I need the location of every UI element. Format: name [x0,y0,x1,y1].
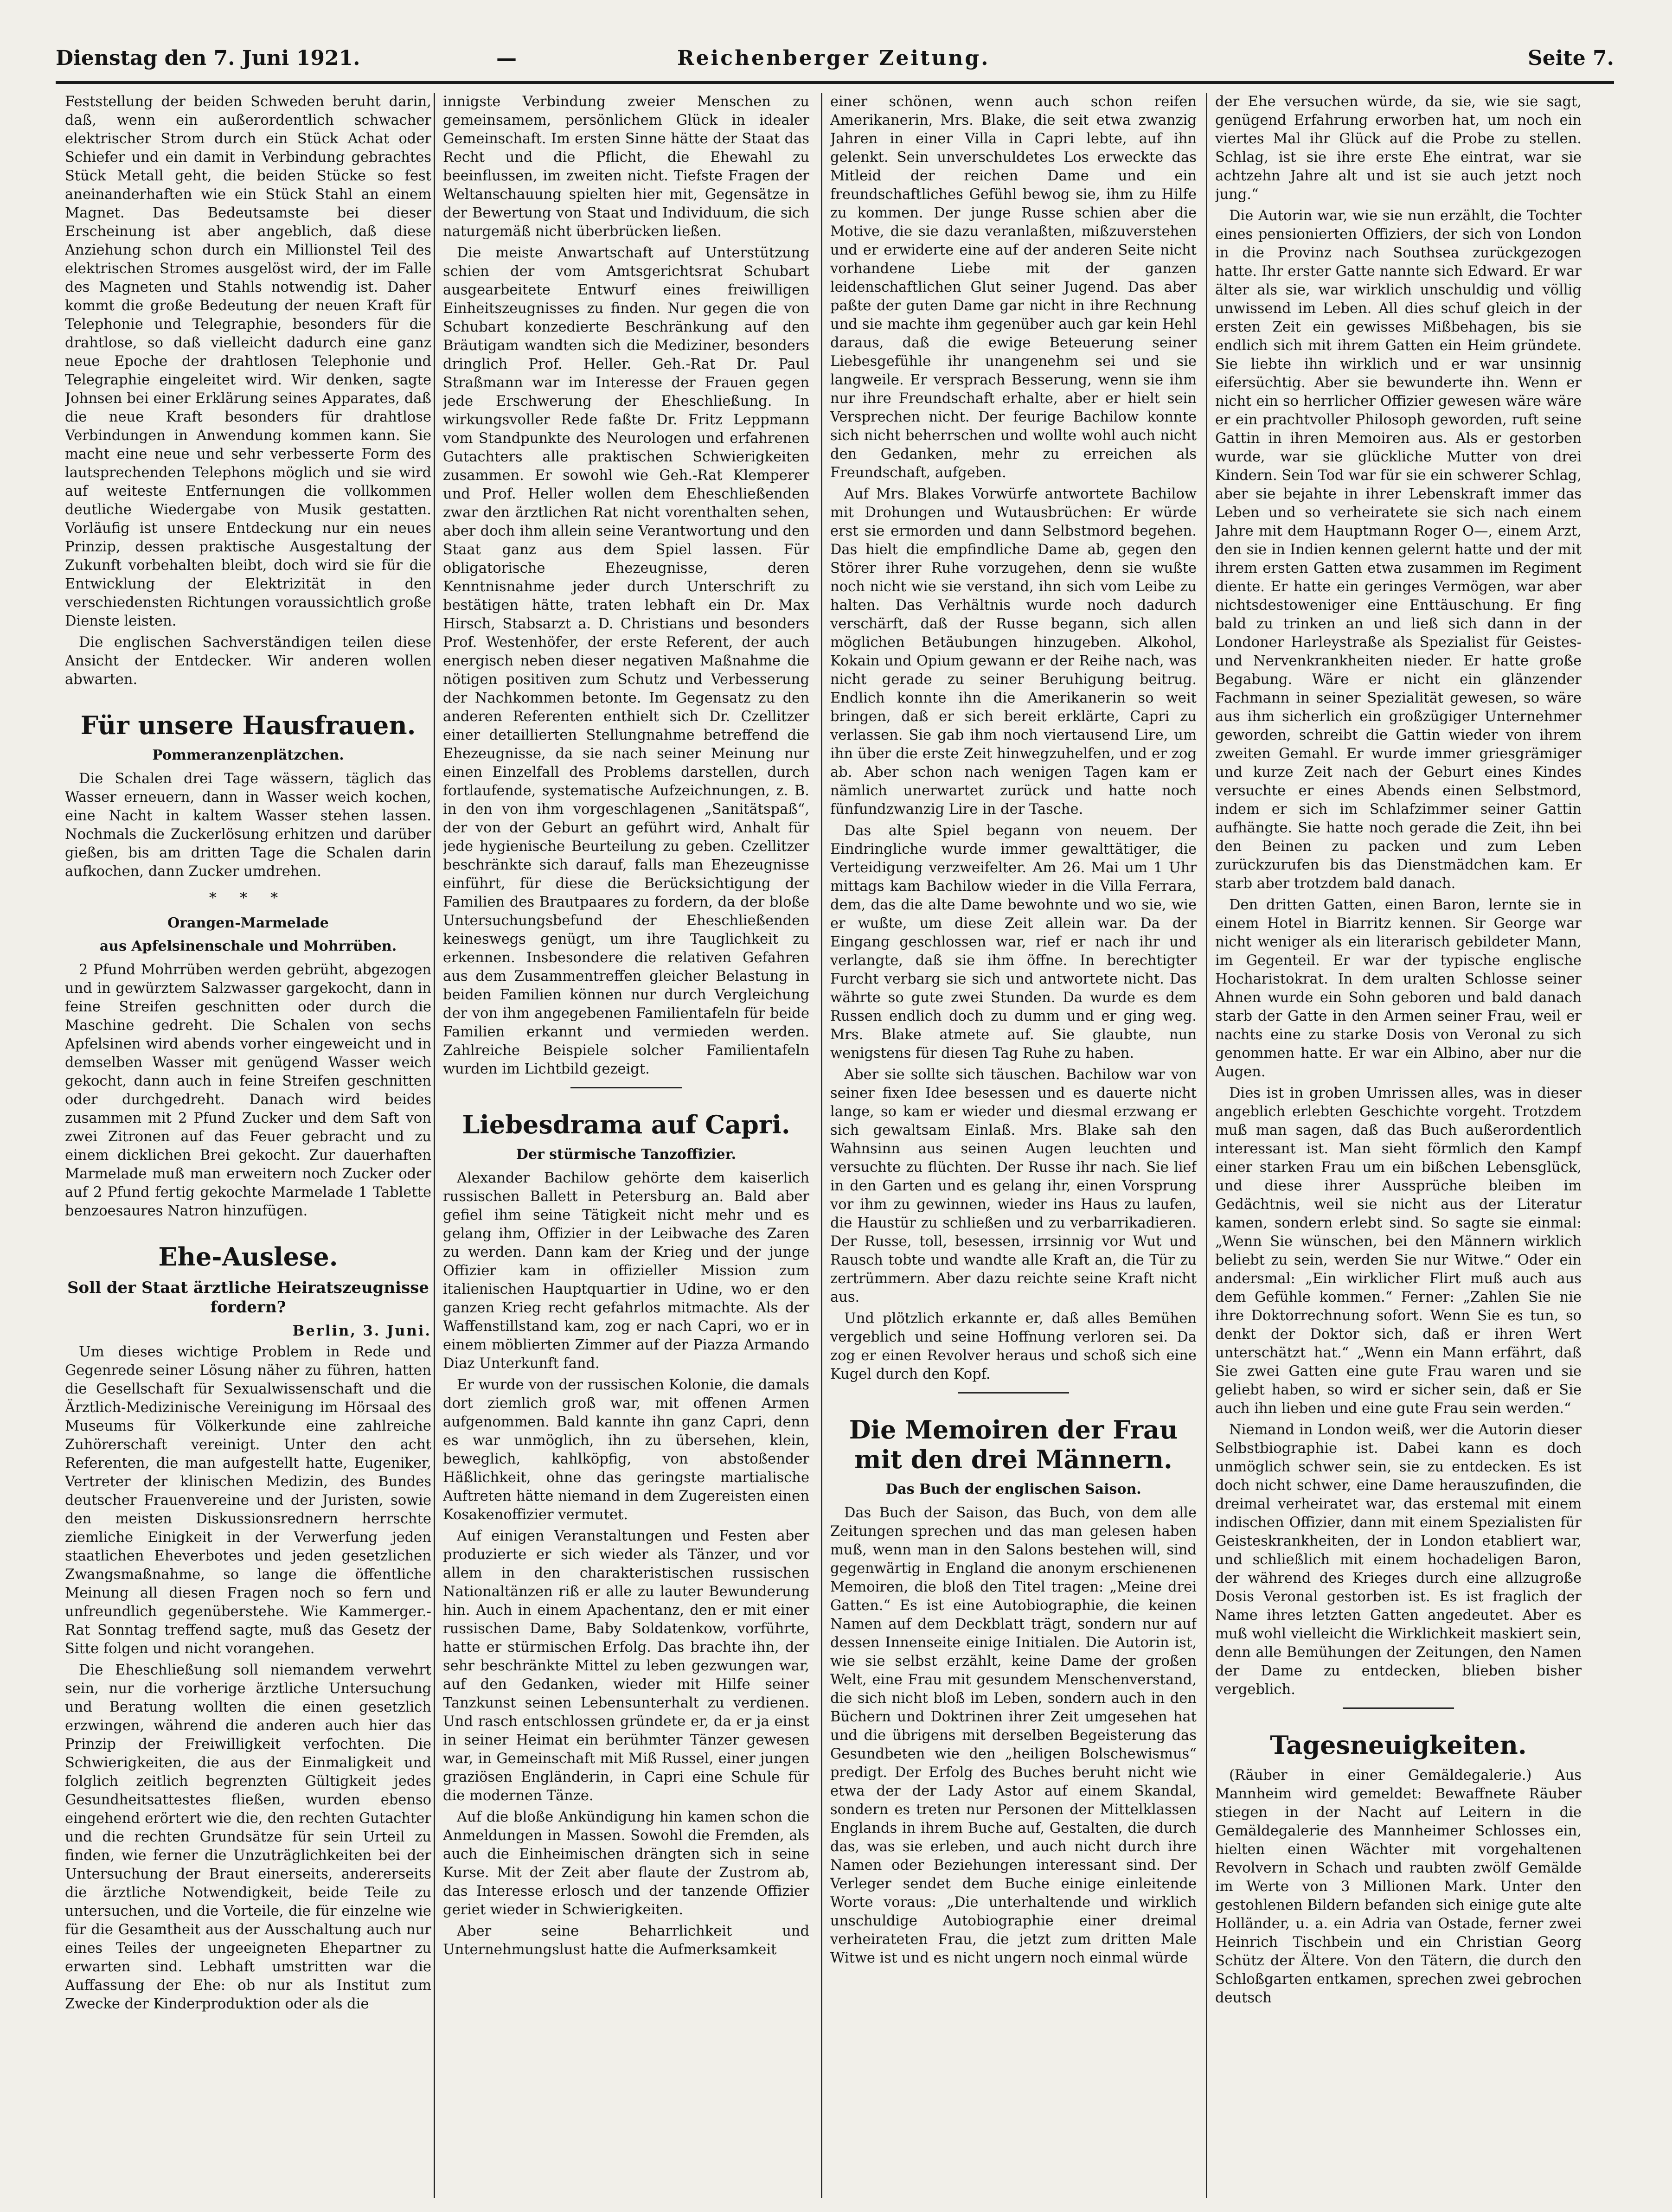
article-paragraph: Die englischen Sachverständigen teilen diese Ansicht der Entdecker. Wir anderen wollen abwarten. [65,634,431,688]
article-paragraph: Die Autorin war, wie sie nun erzählt, die Tochter eines pensionierten Offiziers, der sich von London in die Provinz nach Southsea zurückgezogen hatte. Ihr erster Gatte nannte sich Edward. Er war älter als sie, war wirklich unschuldig und völlig unwissend im Leben. All dies schuf gleich in der ersten Zeit ein gewisses Mißbehagen, bis sie endlich sich mit ihrem Gatten ein Heim gründete. Sie liebte ihn wirklich und er war unsinnig eifersüchtig. Aber sie bewunderte ihn. Wenn er nicht ein so herrlicher Offizier gewesen wäre wäre er ein prachtvoller Philosoph geworden, ruft seine Gattin in ihren Memoiren aus. Als er gestorben wurde, war sie glückliche Mutter von drei Kindern. Sein Tod war für sie ein schwerer Schlag, aber sie bejahte in ihrer Lebenskraft immer das Leben und so verheiratete sie sich nach einem Jahre mit dem Hauptmann Roger O—, einem Arzt, den sie in Indien kennen gelernt hatte und der mit ihrem ersten Gatten etwa zusammen im Regiment diente. Er hatte ein geringes Vermögen, war aber nichtsdestoweniger eine Enttäuschung. Er fing bald zu trinken an und ließ sich dann in der Londoner Harleystraße als Spezialist für Geistes- und Nervenkrankheiten nieder. Er hatte große Begabung. Wäre er nicht ein glänzender Fachmann in seiner Spezialität gewesen, so wäre aus ihm sicherlich ein großzügiger Unternehmer geworden, schreibt die Gattin wieder von ihrem zweiten Gemahl. Er wurde immer griesgrämiger und kurze Zeit nach der Geburt eines Kindes versuchte er eines Abends einen Selbstmord, indem er sich im Schlafzimmer seiner Gattin aufhängte. Sie hatte noch gerade die Zeit, ihn bei den Beinen zu packen und zum Leben zurückzurufen bis das Dienstmädchen kam. Er starb aber trotzdem bald danach. [1215,208,1582,892]
masthead [56,37,1614,79]
article-subheadline: Der stürmische Tanzoffizier. [516,1146,737,1163]
column-divider [434,93,435,2198]
section-separator: * * * [209,889,288,907]
article-paragraph: Das alte Spiel begann von neuem. Der Eindringliche wurde immer gewalttätiger, die Verteidigung verzweifelter. Am 26. Mai um 1 Uhr mittags kam Bachilow wieder in die Villa Ferrara, dem, das die alte Dame bewohnte und wo sie, wie er wußte, um diese Zeit allein war. Da der Eingang geschlossen war, rief er nach ihr und verlangte, daß sie ihm öffne. In berechtigter Furcht verbarg sie sich und antwortete nicht. Das währte so gute zwei Stunden. Da wurde es dem Russen endlich doch zu dumm und er ging weg. Mrs. Blake atmete auf. Sie glaubte, nun wenigstens für diesen Tag Ruhe zu haben. [830,823,1197,1061]
article-subheadline: Das Buch der englischen Saison. [885,1481,1141,1497]
column-1 [65,93,431,2198]
article-headline-liebesdrama: Liebesdrama auf Capri. [462,1110,790,1139]
article-paragraph: der Ehe versuchen würde, da sie, wie sie sagt, genügend Erfahrung erworben hat, um noch ein viertes Mal ihr Glück auf die Probe zu stellen. Schlag, ist sie ihre erste Ehe eintrat, war sie achtzehn Jahre alt und ist sie auch jetzt noch jung.“ [1215,94,1582,203]
article-paragraph: Das Buch der Saison, das Buch, von dem alle Zeitungen sprechen und das man gelesen haben muß, wenn man in den Salons bestehen will, sind gegenwärtig in England die anonym erschienenen Memoiren, die bloß den Titel tragen: „Meine drei Gatten.“ Es ist eine Autobiographie, die keinen Namen auf dem Deckblatt trägt, sondern nur auf dessen Innenseite einige Initialen. Die Autorin ist, wie sie selbst erzählt, keine Dame der großen Welt, eine Frau mit gesundem Menschenverstand, die sich nicht bloß im Leben, sondern auch in den Büchern und Doktrinen ihrer Zeit umgesehen hat und die übrigens mit derselben Begeisterung das Gesundbeten wie den „heiligen Bolschewismus“ predigt. Der Erfolg des Buches beruht nicht wie etwa der der Lady Astor auf einem Skandal, sondern es treten nur Personen der Mittelklassen Englands in ihrem Buche auf, Gestalten, die durch das, was sie erleben, und auch nicht durch ihre Namen oder Beziehungen interessant sind. Der Verleger sendet dem Buche einige einleitende Worte voraus: „Die unterhaltende und wirklich unschuldige Autobiographie einer dreimal verheirateten Frau, die jetzt zum dritten Male Witwe ist und es nicht ungern noch einmal würde [830,1505,1197,1966]
article-headline-memoiren: Die Memoiren der Frau mit den drei Männern. [849,1415,1178,1474]
article-paragraph: Die meiste Anwartschaft auf Unterstützung schien der vom Amtsgerichtsrat Schubart ausgearbeitete Entwurf eines freiwilligen Einheitszeugnisses zu finden. Nur gegen die von Schubart konzedierte Beschränkung auf den Bräutigam wandten sich die Mediziner, besonders dringlich Prof. Heller. Geh.-Rat Dr. Paul Straßmann war im Interesse der Frauen gegen jede Erschwerung der Eheschließung. In wirkungsvoller Rede faßte Dr. Fritz Leppmann vom Standpunkte des Neurologen und erfahrenen Gutachters alle praktischen Schwierigkeiten zusammen. Er sowohl wie Geh.-Rat Klemperer und Prof. Heller wollen dem Eheschließenden zwar den ärztlichen Rat nicht vorenthalten sehen, aber doch ihm allein seine Verantwortung und den Staat ganz aus dem Spiel lassen. Für obligatorische Ehezeugnisse, deren Kenntnisnahme jeder durch Unterschrift zu bestätigen hätte, traten lebhaft ein Dr. Max Hirsch, Stabsarzt a. D. Christians und besonders Prof. Westenhöfer, der erste Referent, der auch energisch neben dieser negativen Maßnahme die nötigen positiven zum Schutz und Verbesserung der Nachkommen betonte. Im Gegensatz zu den anderen Referenten enthielt sich Dr. Czellitzer einer detaillierten Stellungnahme betreffend die Ehezeugnisse, da sie nach seiner Meinung nur einen Einzelfall des Problems darstellen, durch fortlaufende, systematische Aufzeichnungen, z. B. in den von ihm vorgeschlagenen „Sanitätspaß“, der von der Geburt an geführt wird, Anhalt für jede hygienische Beurteilung zu geben. Czellitzer beschränkte sich darauf, falls man Ehezeugnisse einführt, für diese die Berücksichtigung der Familien des Brautpaares zu fordern, da der bloße Untersuchungsbefund der Eheschließenden keineswegs genügt, um ihre Tauglichkeit zu erkennen. Insbesondere die relativen Gefahren aus dem Zusammentreffen gleicher Belastung in beiden Familien können nur durch Vergleichung der von ihm angegebenen Familientafeln für beide Familien erkannt und vermieden werden. Zahlreiche Beispiele solcher Familientafeln wurden im Lichtbild gezeigt. [443,245,809,1077]
article-rule [570,1087,682,1088]
article-paragraph: Er wurde von der russischen Kolonie, die damals dort ziemlich groß war, mit offenen Armen aufgenommen. Bald kannte ihn ganz Capri, denn es war unmöglich, ihn zu übersehen, klein, beweglich, kahlköpfig, von abstoßender Häßlichkeit, ohne das geringste martialische Auftreten hätte niemand in dem Zugereisten einen Kosakenoffizier vermutet. [443,1377,809,1523]
recipe-subtitle: aus Apfelsinenschale und Mohrrüben. [99,938,397,954]
article-paragraph: innigste Verbindung zweier Menschen zu gemeinsamem, persönlichem Glück in idealer Gemeinschaft. Im ersten Sinne hätte der Staat das Recht und die Pflicht, die Ehewahl zu beeinflussen, im zweiten nicht. Tiefste Fragen der Weltanschauung spielten hier mit, Gegensätze in der Bewertung von Staat und Individuum, die sich naturgemäß nicht überbrücken ließen. [443,94,809,240]
article-paragraph: einer schönen, wenn auch schon reifen Amerikanerin, Mrs. Blake, die seit etwa zwanzig Jahren in einer Villa in Capri lebte, auf ihn gelenkt. Sein unverschuldetes Los erweckte das Mitleid der reichen Dame und ein freundschaftliches Gefühl bewog sie, ihm zu Hilfe zu kommen. Der junge Russe schien aber die Motive, die sie dazu veranlaßten, mißzuverstehen und er erwiderte eine auf der anderen Seite nicht vorhandene Liebe mit der ganzen leidenschaftlichen Glut seiner Jugend. Das aber paßte der guten Dame gar nicht in ihre Rechnung und sie machte ihm gegenüber auch gar kein Hehl daraus, daß die ewige Beteuerung seiner Liebesgefühle ihr unangenehm sei und sie langweile. Er versprach Besserung, wenn sie ihm nur ihre Freundschaft erhalte, aber er hielt sein Versprechen nicht. Der feurige Bachilow konnte sich nicht beherrschen und wollte wohl auch nicht den Gedanken, mehr zu erreichen als Freundschaft, aufgeben. [830,94,1197,481]
recipe-title: Orangen-Marmelade [167,915,329,931]
recipe-text: Die Schalen drei Tage wässern, täglich das Wasser erneuern, dann in Wasser weich kochen, eine Nacht in kaltem Wasser stehen lassen. Nochmals die Zuckerlösung erhitzen und darüber gießen, bis am dritten Tage die Schalen darin aufkochen, dann Zucker umdrehen. [65,771,431,880]
article-paragraph: Um dieses wichtige Problem in Rede und Gegenrede seiner Lösung näher zu führen, hatten die Gesellschaft für Sexualwissenschaft und die Ärztlich-Medizinische Vereinigung im Hörsaal des Museums für Völkerkunde eine zahlreiche Zuhörerschaft vereinigt. Unter den acht Referenten, die man aufgestellt hatte, Eugeniker, Vertreter der klinischen Medizin, des Bundes deutscher Frauenvereine und der Juristen, sowie den meisten Diskussionsrednern herrschte ziemliche Einigkeit in der Verwerfung jeden staatlichen Eheverbotes und jeden gesetzlichen Zwangsmaßnahme, so lange die öffentliche Meinung all diesen Fragen noch so fern und unfreundlich gegenüberstehe. Wie Kammerger.-Rat Sonntag treffend sagte, muß das Gesetz der Sitte folgen und nicht vorangehen. [65,1344,431,1657]
article-paragraph: Niemand in London weiß, wer die Autorin dieser Selbstbiographie ist. Dabei kann es doch unmöglich schwer sein, sie zu entdecken. Es ist doch nicht schwer, eine Dame herauszufinden, die dreimal verheiratet war, das erstemal mit einem indischen Offizier, dann mit einem Spezialisten für Geisteskrankheiten, der in London etabliert war, und schließlich mit einem hochadeligen Baron, der während des Krieges durch eine allzugroße Dosis Veronal gestorben ist. Es ist fraglich der Name ihres letzten Gatten angedeutet. Aber es muß wohl vielleicht die Wirklichkeit maskiert sein, denn alle Bemühungen der Zeitungen, den Namen der Dame zu entdecken, blieben bisher vergeblich. [1215,1422,1582,1698]
article-paragraph: Und plötzlich erkannte er, daß alles Bemühen vergeblich und seine Hoffnung verloren sei. Da zog er einen Revolver heraus und schoß sich eine Kugel durch den Kopf. [830,1311,1197,1382]
column-divider [1206,93,1207,2198]
article-rule [958,1392,1069,1394]
article-paragraph: Auf die bloße Ankündigung hin kamen schon die Anmeldungen in Massen. Sowohl die Fremden, als auch die Einheimischen drängten sich in seine Kurse. Mit der Zeit aber flaute der Zustrom ab, das Interesse erlosch und der tanzende Offizier geriet wieder in Schwierigkeiten. [443,1809,809,1918]
article-paragraph: Aber sie sollte sich täuschen. Bachilow war von seiner fixen Idee besessen und es dauerte nicht lange, so kam er wieder und diesmal erzwang er sich gewaltsam Einlaß. Mrs. Blake sah den Wahnsinn aus seinen Augen leuchten und versuchte zu flüchten. Der Russe ihr nach. Sie lief in den Garten und es gelang ihr, einen Vorsprung vor ihm zu gewinnen, wieder ins Haus zu laufen, die Haustür zu schließen und zu verbarrikadieren. Der Russe, toll, besessen, irrsinnig vor Wut und Rausch tobte und wandte alle Kraft an, die Tür zu zertrümmern. Aber dazu reichte seine Kraft nicht aus. [830,1067,1197,1305]
article-headline-ehe-auslese: Ehe-Auslese. [158,1242,338,1272]
recipe-text: 2 Pfund Mohrrüben werden gebrüht, abgezogen und in gewürztem Salzwasser gargekocht, dann in feine Streifen geschnitten oder durch die Maschine gedreht. Die Schalen von sechs Apfelsinen wird abends vorher eingeweicht und in demselben Wasser mit genügend Wasser weich gekocht, dann auch in feine Streifen geschnitten oder durchgedreht. Danach wird beides zusammen mit 2 Pfund Zucker und dem Saft von zwei Zitronen auf das Feuer gebracht und zu einem dicklichen Brei gekocht. Zur dauerhaften Marmelade muß man erweitern noch Zucker oder auf 2 Pfund fertig gekochte Marmelade 1 Tablette benzoesaures Natron hinzufügen. [65,962,431,1219]
column-4 [1215,93,1582,2198]
masthead-dash: — [496,46,517,70]
recipe-title: Pommeranzenplätzchen. [152,747,344,763]
section-heading-tagesneuigkeiten: Tagesneuigkeiten. [1270,1730,1527,1760]
newspaper-title: Reichenberger Zeitung. [677,46,990,70]
article-paragraph: Die Eheschließung soll niemandem verwehrt sein, nur die vorherige ärztliche Untersuchung und Beratung wollten die einen gesetzlich erzwingen, während die anderen auch hier das Prinzip der Freiwilligkeit verfochten. Die Schwierigkeiten, die aus der Einmaligkeit und folglich zeitlich begrenzten Gültigkeit jedes Gesundheitsattestes fließen, wurden ebenso eingehend erörtert wie die, den rechten Gutachter und die rechten Grundsätze für sein Urteil zu finden, wie ferner die Unzuträglichkeiten bei der Untersuchung der Braut einerseits, andererseits die ärztliche Notwendigkeit, beide Teile zu untersuchen, und die Vorteile, die für einzelne wie für die Gesamtheit aus der Ausschaltung auch nur eines Teiles der ungeeigneten Ehepartner zu erwarten sind. Lebhaft umstritten war die Auffassung der Ehe: ob nur als Institut zum Zwecke der Kinderproduktion oder als die [65,1662,431,2012]
news-item: (Räuber in einer Gemäldegalerie.) Aus Mannheim wird gemeldet: Bewaffnete Räuber stiegen in der Nacht auf Leitern in die Gemäldegalerie des Mannheimer Schlosses ein, hielten einen Wächter mit vorgehaltenen Revolvern in Schach und raubten zwölf Gemälde im Werte von 3 Millionen Mark. Unter den gestohlenen Bildern befanden sich einige gute alte Holländer, u. a. ein Adria van Ostade, ferner zwei Heinrich Tischbein und ein Christian Georg Schütz der Ältere. Von den Tätern, die durch den Schloßgarten entkamen, sprechen zwei gebrochen deutsch [1215,1767,1582,2006]
column-divider [821,93,822,2198]
article-paragraph: Auf Mrs. Blakes Vorwürfe antwortete Bachilow mit Drohungen und Wutausbrüchen: Er würde erst sie ermorden und dann Selbstmord begehen. Das hielt die empfindliche Dame ab, gegen den Störer ihrer Ruhe vorzugehen, denn sie wußte noch nicht wie sie verstand, ihn sich vom Leibe zu halten. Das Verhältnis wurde noch dadurch verschärft, daß der Russe begann, sich allen möglichen Betäubungen hinzugeben. Alkohol, Kokain und Opium gewann er der Reihe nach, was nicht gerade zu seiner Beruhigung beitrug. Endlich konnte ihn die Amerikanerin so weit bringen, daß er sich bereit erklärte, Capri zu verlassen. Sie gab ihm noch viertausend Lire, um ihn über die erste Zeit hinwegzuhelfen, und er zog ab. Aber schon nach wenigen Tagen kam er nämlich unerwartet zurück und hatte noch fünfundzwanzig Lire in der Tasche. [830,486,1197,818]
article-paragraph: Alexander Bachilow gehörte dem kaiserlich russischen Ballett in Petersburg an. Bald aber gefiel ihm seine Tätigkeit nicht mehr und es gelang ihm, Offizier in der Leibwache des Zaren zu werden. Dann kam der Krieg und der junge Offizier kam in offizieller Mission zum italienischen Hauptquartier in Udine, wo er den ganzen Krieg recht gefahrlos mitmachte. Als der Waffenstillstand kam, zog er nach Capri, wo er in einem möblierten Zimmer auf der Piazza Armando Diaz Unterkunft fand. [443,1170,809,1372]
dateline: Berlin, 3. Juni. [292,1323,431,1339]
issue-date: Dienstag den 7. Juni 1921. [56,46,360,70]
page-number: Seite 7. [1527,46,1614,70]
article-paragraph: Den dritten Gatten, einen Baron, lernte sie in einem Hotel in Biarritz kennen. Sir George war nicht weniger als ein literarisch gebildeter Mann, im Gegenteil. Er war der typische englische Hocharistokrat. In dem uralten Schlosse seiner Ahnen wurde ein Sohn geboren und bald danach starb der Gatte in den Armen seiner Frau, weil er nachts eine zu starke Dosis von Veronal zu sich genommen hatte. Er war ein Albino, aber nur die Augen. [1215,897,1582,1080]
section-heading-hausfrauen: Für unsere Hausfrauen. [80,710,416,740]
article-paragraph: Aber seine Beharrlichkeit und Unternehmungslust hatte die Aufmerksamkeit [443,1923,809,1958]
column-2 [443,93,809,2198]
article-paragraph: Auf einigen Veranstaltungen und Festen aber produzierte er sich wieder als Tänzer, und vor allem in den charakteristischen russischen Nationaltänzen riß er alle zu lauter Bewunderung hin. Auch in einem Apachentanz, den er mit einer russischen Dame, Baby Soldatenkow, vorführte, hatte er stürmischen Erfolg. Das brachte ihn, der sehr beschränkte Mittel zu leben gezwungen war, auf den Gedanken, wieder mit Hilfe seiner Tanzkunst seinen Lebensunterhalt zu verdienen. Und rasch entschlossen gründete er, da er ja einst in seiner Heimat ein berühmter Tänzer gewesen war, in Gemeinschaft mit Miß Russel, einer jungen graziösen Engländerin, in Capri eine Schule für die modernen Tänze. [443,1528,809,1804]
article-rule [1343,1707,1454,1709]
article-paragraph: Feststellung der beiden Schweden beruht darin, daß, wenn ein außerordentlich schwacher elektrischer Strom durch ein Stück Achat oder Schiefer und ein damit in Verbindung gebrachtes Stück Metall geht, die beiden Stücke so fest aneinanderhaften wie ein Stück Stahl an einem Magnet. Das Bedeutsamste bei dieser Erscheinung ist aber angeblich, daß diese Anziehung schon durch ein Millionstel Teil des elektrischen Stromes ausgelöst wird, der im Falle des Magneten und Stahls notwendig ist. Daher kommt die große Bedeutung der neuen Kraft für Telephonie und Telegraphie, besonders für die drahtlose, so daß vielleicht dadurch eine ganz neue Epoche der drahtlosen Telephonie und Telegraphie eingeleitet wird. Wir denken, sagte Johnsen bei einer Erklärung seines Apparates, daß die neue Kraft besonders für drahtlose Verbindungen in Anwendung kommen kann. Sie macht eine neue und sehr verbesserte Form des lautsprechenden Telephons möglich und sie wird auf weiteste Entfernungen die vollkommen deutliche Wiedergabe von Musik gestatten. Vorläufig ist unsere Entdeckung nur ein neues Prinzip, dessen praktische Ausgestaltung der Zukunft vorbehalten bleibt, doch wird sie für die Entwicklung der Elektrizität in den verschiedensten Richtungen voraussichtlich große Dienste leisten. [65,94,431,629]
column-3 [830,93,1197,2198]
masthead-rule [56,81,1614,84]
article-paragraph: Dies ist in groben Umrissen alles, was in dieser angeblich erlebten Geschichte vorgeht. Trotzdem muß man sagen, daß das Buch außerordentlich interessant ist. Man sieht förmlich den Kampf einer starken Frau um ein bißchen Lebensglück, und diese ihrer Aussprüche bleiben im Gedächtnis, weil sie nicht aus der Literatur kamen, sondern erlebt sind. So sagte sie einmal: „Wenn Sie wünschen, bei den Männern wirklich beliebt zu sein, werden Sie nur Witwe.“ Oder ein andersmal: „Ein wirklicher Flirt muß auch aus dem Gefühle kommen.“ Ferner: „Zahlen Sie nie ihre Doktorrechnung sofort. Wenn Sie es tun, so denkt der Doktor sich, daß er ihren Wert unterschätzt hat.“ „Wenn ein Mann erfährt, daß Sie zwei Gatten eine gute Frau waren und sie geliebt haben, so wird er sicher sein, daß er Sie auch ihn lieben und eine gute Frau sein werden.“ [1215,1085,1582,1417]
article-subheadline: Soll der Staat ärztliche Heiratszeugnisse fordern? [67,1279,429,1317]
